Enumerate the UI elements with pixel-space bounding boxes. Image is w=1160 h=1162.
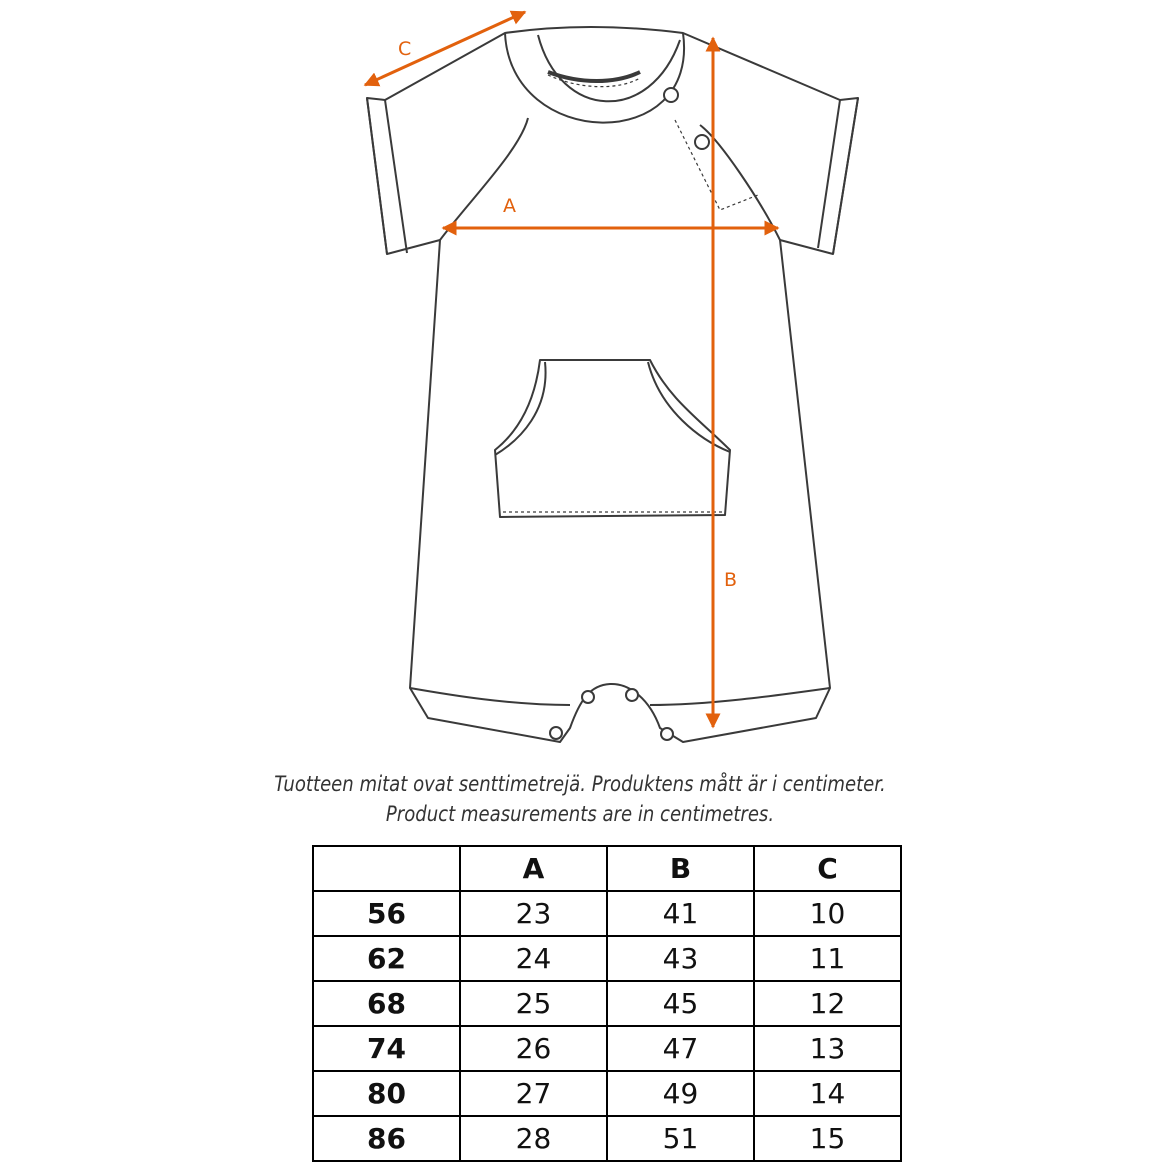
value-cell: 14 bbox=[754, 1071, 901, 1116]
snap-icon bbox=[664, 88, 678, 102]
table-row bbox=[313, 1071, 901, 1116]
header-cell bbox=[313, 846, 460, 891]
header-cell: B bbox=[607, 846, 754, 891]
value-cell: 26 bbox=[460, 1026, 607, 1071]
caption-finnish-swedish: Tuotteen mitat ovat senttimetrejä. Produktens mått är i centimeter. bbox=[274, 772, 886, 796]
value-cell: 24 bbox=[460, 936, 607, 981]
size-cell: 68 bbox=[313, 981, 460, 1026]
value-cell: 28 bbox=[460, 1116, 607, 1161]
dimension-c-arrow bbox=[365, 12, 525, 85]
value-cell: 51 bbox=[607, 1116, 754, 1161]
header-cell: C bbox=[754, 846, 901, 891]
table-row bbox=[313, 1026, 901, 1071]
value-cell: 23 bbox=[460, 891, 607, 936]
size-table bbox=[312, 845, 902, 1162]
table-row bbox=[313, 891, 901, 936]
snap-icon bbox=[661, 728, 673, 740]
value-cell: 47 bbox=[607, 1026, 754, 1071]
size-cell: 56 bbox=[313, 891, 460, 936]
snap-buttons bbox=[550, 88, 709, 740]
value-cell: 15 bbox=[754, 1116, 901, 1161]
value-cell: 13 bbox=[754, 1026, 901, 1071]
table-header-row bbox=[313, 846, 901, 891]
snap-icon bbox=[582, 691, 594, 703]
table-row bbox=[313, 936, 901, 981]
table-row bbox=[313, 981, 901, 1026]
caption-english: Product measurements are in centimetres. bbox=[385, 802, 775, 826]
value-cell: 25 bbox=[460, 981, 607, 1026]
dimension-a-label: A bbox=[503, 195, 516, 217]
value-cell: 43 bbox=[607, 936, 754, 981]
snap-icon bbox=[695, 135, 709, 149]
size-cell: 86 bbox=[313, 1116, 460, 1161]
table-row bbox=[313, 1116, 901, 1161]
snap-icon bbox=[550, 727, 562, 739]
value-cell: 41 bbox=[607, 891, 754, 936]
header-cell: A bbox=[460, 846, 607, 891]
value-cell: 11 bbox=[754, 936, 901, 981]
value-cell: 27 bbox=[460, 1071, 607, 1116]
dimension-b-label: B bbox=[724, 569, 738, 591]
value-cell: 49 bbox=[607, 1071, 754, 1116]
size-cell: 62 bbox=[313, 936, 460, 981]
romper-outline bbox=[367, 27, 858, 742]
snap-icon bbox=[626, 689, 638, 701]
value-cell: 10 bbox=[754, 891, 901, 936]
dimension-c-label: C bbox=[398, 38, 412, 60]
value-cell: 45 bbox=[607, 981, 754, 1026]
size-cell: 80 bbox=[313, 1071, 460, 1116]
size-cell: 74 bbox=[313, 1026, 460, 1071]
value-cell: 12 bbox=[754, 981, 901, 1026]
